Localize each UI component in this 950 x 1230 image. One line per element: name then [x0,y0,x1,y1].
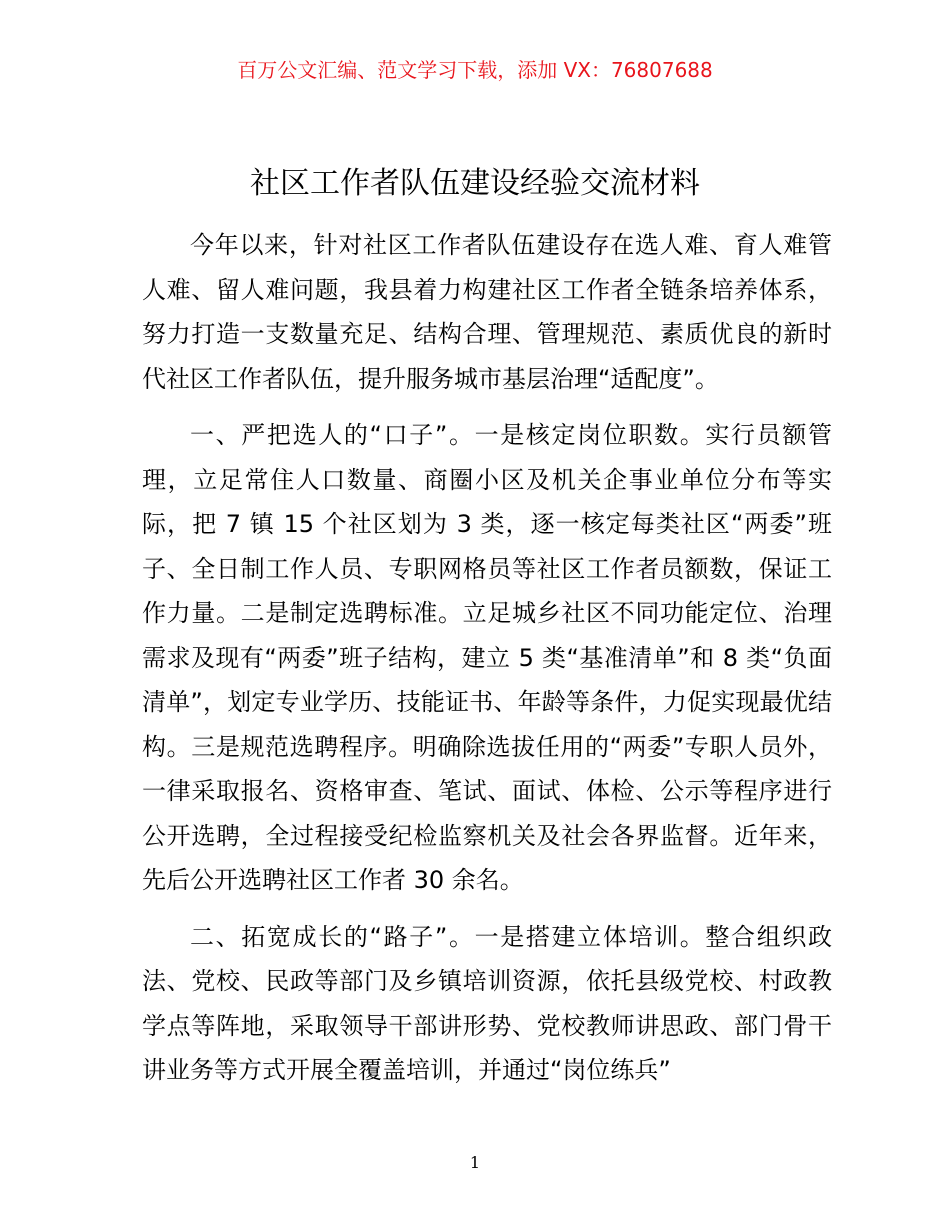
document-title: 社区工作者队伍建设经验交流材料 [250,166,700,201]
paragraph-section-one: 一、严把选人的“口子”。一是核定岗位职数。实行员额管理，立足常住人口数量、商圈小区及机关企事业单位分布等实际，把 7 镇 15 个社区划为 3 类，逐一核定每类社区“两委”班子、全日制工作人员、专职网格员等社区工作者员额数，保证工作力量。二是制定选聘标准。立足城乡社区不同功能定位、治理需求及现有“两委”班子结构，建立 5 类“基准清单”和 8 类“负面清单”，划定专业学历、技能证书、年龄等条件，力促实现最优结构。三是规范选聘程序。明确除选拔任用的“两委”专职人员外，一律采取报名、资格审查、笔试、面试、体检、公示等程序进行公开选聘，全过程接受纪检监察机关及社会各界监督。近年来，先后公开选聘社区工作者 30 余名。 [142,421,832,894]
header-note: 百万公文汇编、范文学习下载，添加 VX：76807688 [237,58,713,82]
document-body [142,223,832,1093]
page-number: 1 [469,1153,481,1172]
paragraph-section-two: 二、拓宽成长的“路子”。一是搭建立体培训。整合组织政法、党校、民政等部门及乡镇培训资源，依托县级党校、村政教学点等阵地，采取领导干部讲形势、党校教师讲思政、部门骨干讲业务等方式开展全覆盖培训，并通过“岗位练兵” [142,922,832,1084]
paragraph-intro: 今年以来，针对社区工作者队伍建设存在选人难、育人难管人难、留人难问题，我县着力构建社区工作者全链条培养体系，努力打造一支数量充足、结构合理、管理规范、素质优良的新时代社区工作者队伍，提升服务城市基层治理“适配度”。 [142,231,832,393]
